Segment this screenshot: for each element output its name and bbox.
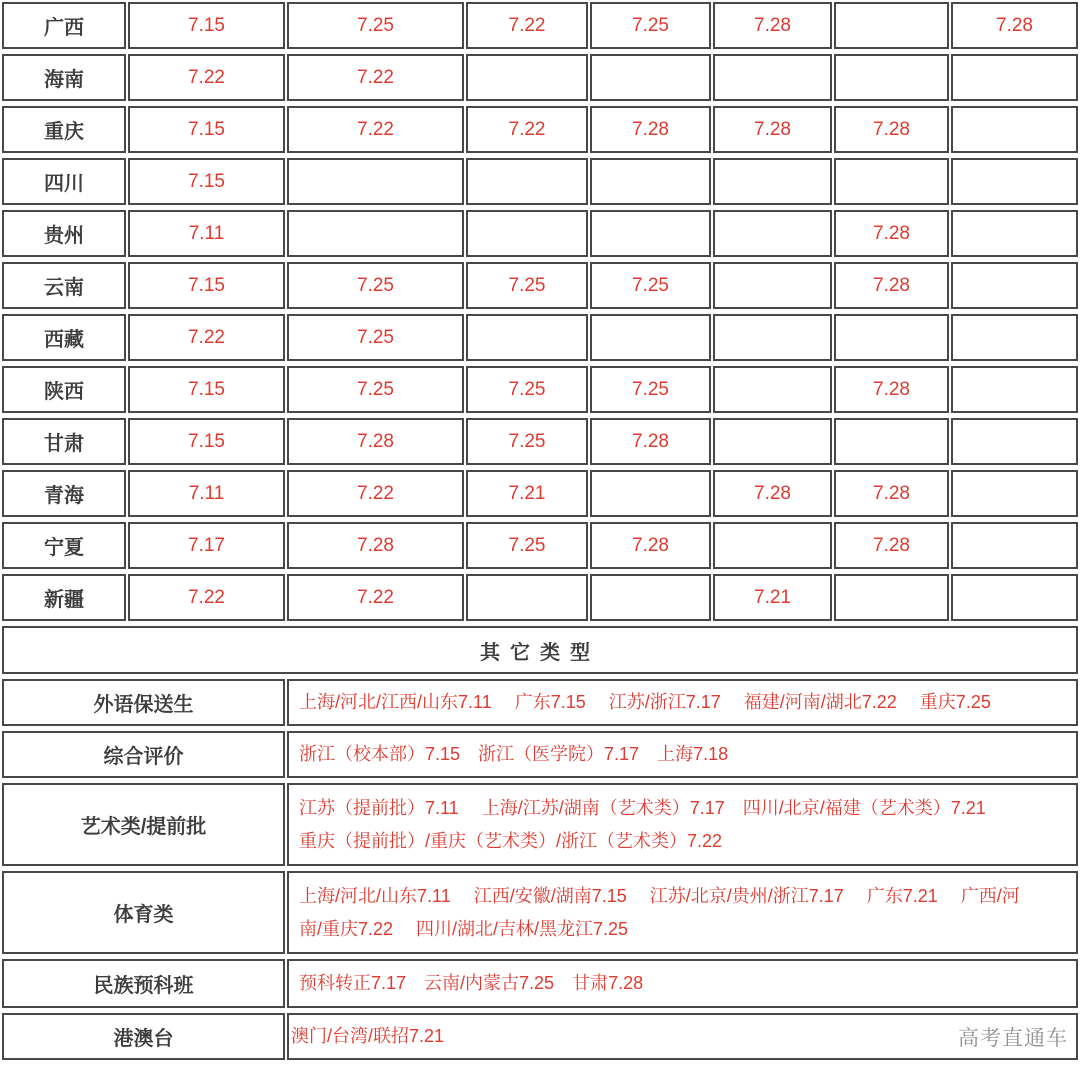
date-cell: 7.25 — [466, 262, 588, 309]
category-label-cell: 港澳台 — [2, 1013, 285, 1060]
date-cell — [951, 314, 1078, 361]
content-line: 重庆（提前批）/重庆（艺术类）/浙江（艺术类）7.22 — [299, 830, 723, 851]
category-content-cell — [287, 871, 1078, 954]
category-label-cell: 综合评价 — [2, 731, 285, 778]
date-cell: 7.11 — [128, 470, 285, 517]
date-cell: 7.11 — [128, 210, 285, 257]
date-cell: 7.25 — [590, 366, 711, 413]
category-content-cell — [287, 679, 1078, 726]
date-cell — [713, 314, 832, 361]
province-cell: 四川 — [2, 158, 126, 205]
category-content-cell — [287, 959, 1078, 1008]
table-row — [2, 106, 1078, 153]
province-cell: 青海 — [2, 470, 126, 517]
watermark: 高考直通车 — [958, 1026, 1068, 1050]
date-cell: 7.15 — [128, 158, 285, 205]
date-cell: 7.15 — [128, 2, 285, 49]
content-line: 预科转正7.17 云南/内蒙古7.25 甘肃7.28 — [299, 973, 644, 993]
date-cell: 7.22 — [128, 54, 285, 101]
province-cell: 宁夏 — [2, 522, 126, 569]
date-cell — [713, 262, 832, 309]
category-content-cell — [287, 1013, 1078, 1060]
table-row — [2, 522, 1078, 569]
date-cell — [287, 210, 464, 257]
category-label-cell: 民族预科班 — [2, 959, 285, 1008]
date-cell — [466, 54, 588, 101]
date-cell — [951, 574, 1078, 621]
table-row — [2, 418, 1078, 465]
date-cell — [713, 210, 832, 257]
date-cell: 7.15 — [128, 418, 285, 465]
date-cell: 7.28 — [834, 210, 949, 257]
date-cell: 7.28 — [834, 522, 949, 569]
province-cell: 甘肃 — [2, 418, 126, 465]
province-cell: 贵州 — [2, 210, 126, 257]
date-cell: 7.17 — [128, 522, 285, 569]
date-cell: 7.22 — [128, 574, 285, 621]
province-cell: 陕西 — [2, 366, 126, 413]
date-cell: 7.28 — [834, 366, 949, 413]
date-cell: 7.15 — [128, 262, 285, 309]
date-cell: 7.15 — [128, 106, 285, 153]
date-cell: 7.22 — [128, 314, 285, 361]
date-cell — [713, 418, 832, 465]
date-cell — [590, 574, 711, 621]
date-cell: 7.25 — [466, 418, 588, 465]
date-cell: 7.28 — [590, 418, 711, 465]
content-line: 浙江（校本部）7.15 浙江（医学院）7.17 上海7.18 — [299, 744, 729, 764]
date-cell: 7.21 — [713, 574, 832, 621]
date-cell — [590, 470, 711, 517]
category-row — [2, 783, 1078, 866]
category-row — [2, 959, 1078, 1008]
date-cell: 7.28 — [834, 106, 949, 153]
section-header-cell: 其它类型 — [2, 626, 1078, 674]
date-cell: 7.22 — [466, 2, 588, 49]
date-cell — [951, 470, 1078, 517]
province-cell: 重庆 — [2, 106, 126, 153]
content-line: 澳门/台湾/联招7.21 — [291, 1026, 445, 1046]
category-row — [2, 731, 1078, 778]
date-cell: 7.22 — [287, 574, 464, 621]
date-cell — [951, 522, 1078, 569]
date-cell: 7.25 — [590, 262, 711, 309]
date-cell — [834, 418, 949, 465]
date-cell — [713, 158, 832, 205]
date-cell: 7.28 — [713, 2, 832, 49]
date-cell: 7.28 — [951, 2, 1078, 49]
date-cell — [466, 158, 588, 205]
date-cell — [590, 158, 711, 205]
date-cell — [834, 314, 949, 361]
date-cell — [834, 158, 949, 205]
date-cell — [834, 574, 949, 621]
table-row — [2, 2, 1078, 49]
table-row — [2, 54, 1078, 101]
category-row — [2, 871, 1078, 954]
date-cell — [590, 54, 711, 101]
date-cell — [590, 314, 711, 361]
date-cell — [713, 366, 832, 413]
date-cell: 7.25 — [287, 314, 464, 361]
date-cell: 7.28 — [287, 418, 464, 465]
category-content-cell — [287, 731, 1078, 778]
date-cell: 7.25 — [590, 2, 711, 49]
date-cell — [590, 210, 711, 257]
date-cell — [951, 106, 1078, 153]
date-cell — [951, 54, 1078, 101]
date-cell — [834, 54, 949, 101]
date-cell: 7.25 — [287, 2, 464, 49]
category-label-cell: 外语保送生 — [2, 679, 285, 726]
date-cell: 7.22 — [287, 106, 464, 153]
date-cell: 7.22 — [287, 54, 464, 101]
date-cell: 7.25 — [287, 366, 464, 413]
province-cell: 西藏 — [2, 314, 126, 361]
province-cell: 广西 — [2, 2, 126, 49]
date-cell: 7.22 — [287, 470, 464, 517]
date-cell: 7.15 — [128, 366, 285, 413]
date-cell: 7.22 — [466, 106, 588, 153]
date-cell: 7.28 — [590, 522, 711, 569]
date-cell: 7.25 — [287, 262, 464, 309]
date-cell: 7.28 — [713, 106, 832, 153]
table-row — [2, 314, 1078, 361]
province-cell: 新疆 — [2, 574, 126, 621]
date-cell: 7.25 — [466, 522, 588, 569]
date-cell — [287, 158, 464, 205]
content-line: 南/重庆7.22 四川/湖北/吉林/黑龙江7.25 — [299, 918, 629, 939]
date-cell: 7.28 — [287, 522, 464, 569]
table-row — [2, 210, 1078, 257]
date-cell — [834, 2, 949, 49]
category-content-cell — [287, 783, 1078, 866]
date-cell: 7.28 — [713, 470, 832, 517]
table-row — [2, 262, 1078, 309]
category-row — [2, 679, 1078, 726]
date-cell — [951, 210, 1078, 257]
category-row — [2, 1013, 1078, 1060]
date-cell — [713, 522, 832, 569]
content-line: 江苏（提前批）7.11 上海/江苏/湖南（艺术类）7.17 四川/北京/福建（艺术类）7.21 — [299, 797, 986, 818]
province-cell: 云南 — [2, 262, 126, 309]
category-label-cell: 艺术类/提前批 — [2, 783, 285, 866]
content-line: 上海/河北/江西/山东7.11 广东7.15 江苏/浙江7.17 福建/河南/湖北7.22 重庆7.25 — [299, 692, 991, 712]
date-cell: 7.21 — [466, 470, 588, 517]
date-cell — [466, 314, 588, 361]
date-cell — [951, 366, 1078, 413]
date-cell: 7.25 — [466, 366, 588, 413]
content-line: 上海/河北/山东7.11 江西/安徽/湖南7.15 江苏/北京/贵州/浙江7.17 广东7.21 广西/河 — [299, 885, 1020, 906]
table-row — [2, 574, 1078, 621]
date-cell: 7.28 — [590, 106, 711, 153]
province-cell: 海南 — [2, 54, 126, 101]
date-cell — [713, 54, 832, 101]
date-cell — [466, 210, 588, 257]
date-cell: 7.28 — [834, 262, 949, 309]
table-row — [2, 366, 1078, 413]
date-cell: 7.28 — [834, 470, 949, 517]
date-cell — [951, 418, 1078, 465]
section-header-row — [2, 626, 1078, 674]
date-cell — [466, 574, 588, 621]
date-cell — [951, 158, 1078, 205]
date-cell — [951, 262, 1078, 309]
table-row — [2, 470, 1078, 517]
category-label-cell: 体育类 — [2, 871, 285, 954]
table-row — [2, 158, 1078, 205]
